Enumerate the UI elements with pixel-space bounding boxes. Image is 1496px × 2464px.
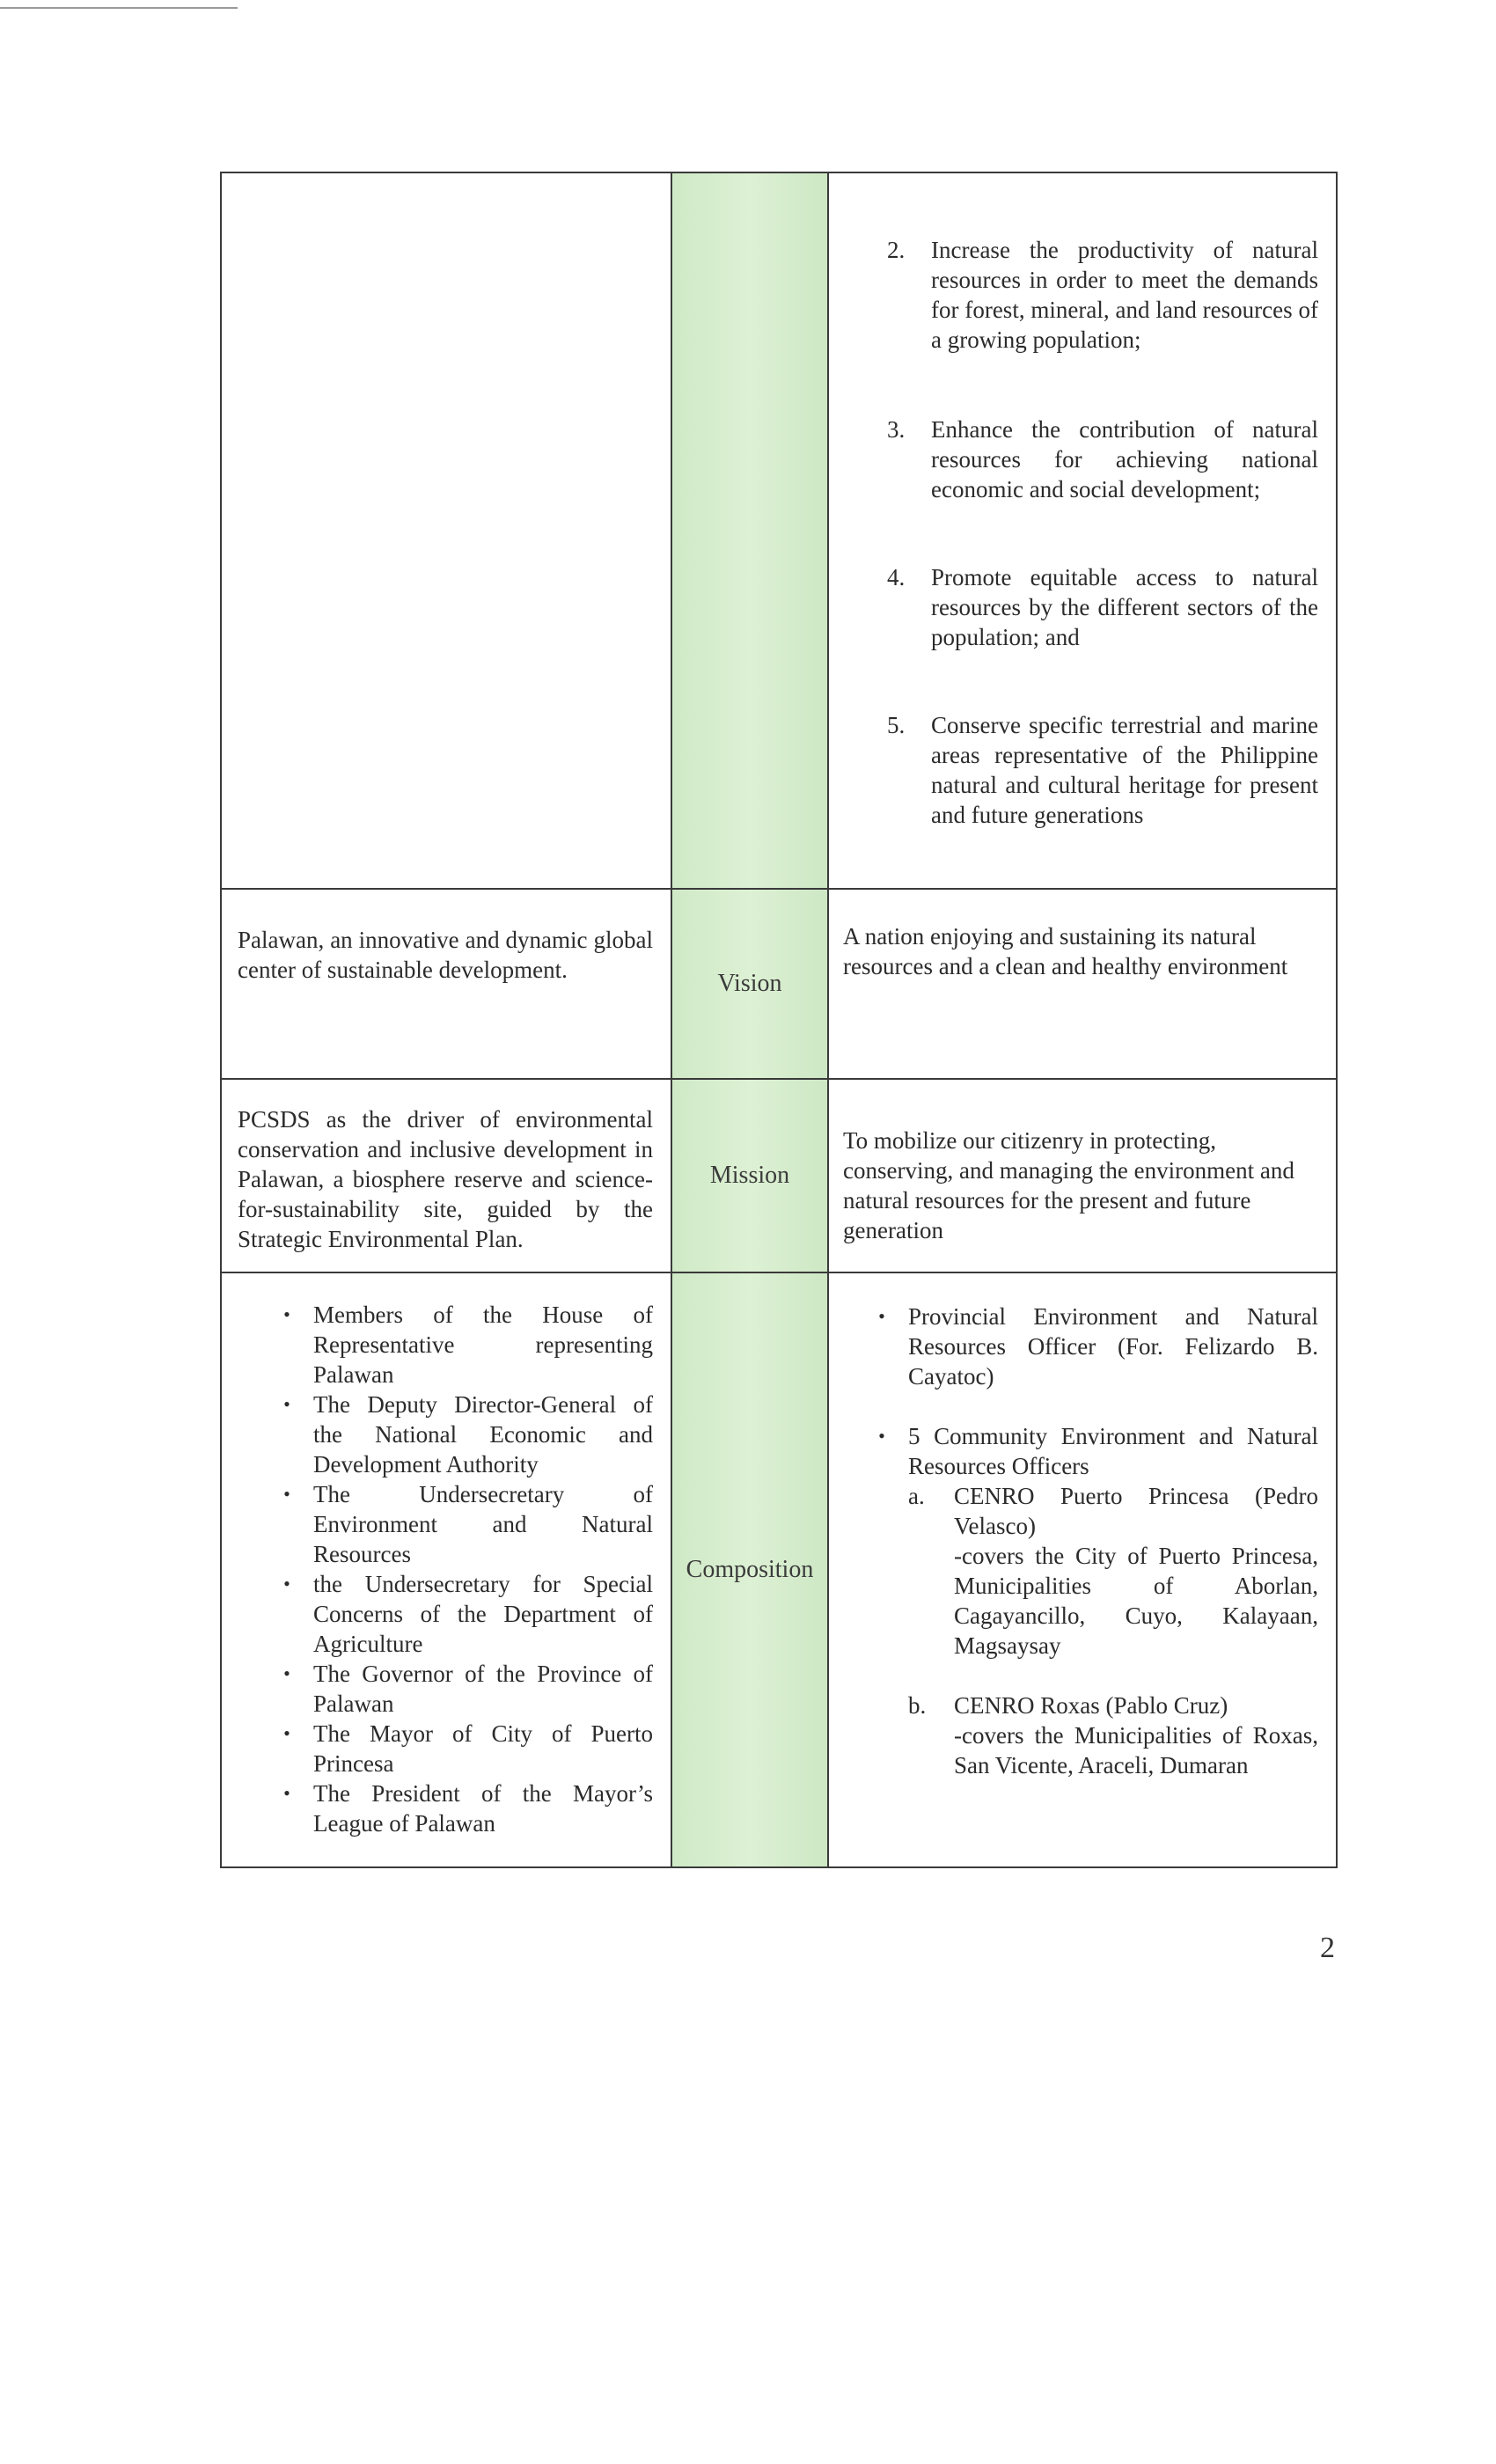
bullet-icon: • [878,1425,885,1447]
list-text: The Undersecretary of Environment and Natural Resources [313,1481,653,1567]
cenro-list [908,1481,1318,1780]
bullet-icon: • [283,1782,290,1804]
bullet-icon: • [283,1303,290,1325]
vision-denr-cell: A nation enjoying and sustaining its natural resources and a clean and healthy environment [843,923,1288,979]
cenro-coverage: -covers the Municipalities of Roxas, San Vicente, Araceli, Dumaran [954,1722,1318,1778]
list-text: 5 Community Environment and Natural Resources Officers [908,1423,1318,1479]
scan-artifact-line [0,7,238,9]
vision-pcsd-cell: Palawan, an innovative and dynamic global center of sustainable development. [238,927,653,983]
list-text: Enhance the contribution of natural resources for achieving national economic and social development; [931,416,1318,502]
composition-denr-cell [829,1273,1336,1866]
mission-row [220,1078,1338,1272]
cenro-coverage: -covers the City of Puerto Princesa, Municipalities of Aborlan, Cagayancillo, Cuyo, Kalayaan, Magsaysay [954,1543,1318,1659]
objectives-right-cell [829,173,1336,888]
bullet-icon: • [283,1483,290,1505]
objectives-row [220,172,1338,888]
page-number: 2 [1320,1932,1335,1964]
list-item [260,1778,653,1838]
cenro-text [954,1481,1318,1661]
list-text: Members of the House of Representative representing Palawan [313,1302,653,1388]
composition-pcsd-list [260,1300,653,1838]
list-letter: a. [908,1483,925,1509]
list-item [260,1569,653,1659]
list-item [887,562,1318,652]
list-item [260,1479,653,1569]
list-number: 3. [887,416,906,443]
list-item [887,414,1318,504]
objectives-list [843,235,1318,830]
list-text: The Mayor of City of Puerto Princesa [313,1720,653,1777]
list-text: The President of the Mayor’s League of Palawan [313,1780,653,1837]
bullet-icon: • [283,1393,290,1415]
list-item [260,1659,653,1719]
list-text: Conserve specific terrestrial and marine areas representative of the Philippine natural and cultural heritage for present and future generations [931,712,1318,828]
list-text: Promote equitable access to natural resources by the different sectors of the population; and [931,564,1318,650]
bullet-icon: • [878,1305,885,1327]
list-number: 2. [887,237,906,263]
list-text: Provincial Environment and Natural Resources Officer (For. Felizardo B. Cayatoc) [908,1303,1318,1390]
cenro-name: CENRO Puerto Princesa (Pedro Velasco) [954,1483,1318,1539]
list-item [855,1302,1318,1391]
bullet-icon: • [283,1662,290,1684]
list-item [260,1719,653,1778]
composition-pcsd-cell [222,1273,671,1866]
list-number: 5. [887,712,906,738]
list-text: Increase the productivity of natural resources in order to meet the demands for forest, mineral, and land resources of a growing population; [931,237,1318,353]
pcsd-denr-comparison-table [220,172,1338,1868]
composition-row [220,1272,1338,1868]
vision-label: Vision [671,890,829,1078]
list-item [855,1421,1318,1481]
list-text: The Governor of the Province of Palawan [313,1661,653,1717]
list-item [887,235,1318,355]
list-text: The Deputy Director-General of the National Economic and Development Authority [313,1391,653,1478]
list-item [260,1390,653,1479]
mission-pcsd-cell: PCSDS as the driver of environmental conservation and inclusive development in Palawan, a biosphere reserve and science-for-sustainability site, guided by the Strategic Environmental Plan. [238,1106,653,1252]
list-number: 4. [887,564,906,590]
cenro-item [908,1481,1318,1661]
cenro-text [954,1690,1318,1780]
list-text: the Undersecretary for Special Concerns of the Department of Agriculture [313,1571,653,1657]
objectives-left-empty-cell [222,173,671,888]
bullet-icon: • [283,1722,290,1744]
cenro-name: CENRO Roxas (Pablo Cruz) [954,1692,1228,1719]
mission-label: Mission [671,1080,829,1272]
vision-row [220,888,1338,1078]
bullet-icon: • [283,1573,290,1595]
list-item [260,1300,653,1390]
composition-denr-list [855,1302,1318,1481]
objectives-label-cell [671,173,829,888]
mission-denr-cell: To mobilize our citizenry in protecting, conserving, and managing the environment and natural resources for the present and future generation [843,1127,1294,1243]
list-letter: b. [908,1692,927,1719]
cenro-item [908,1690,1318,1780]
composition-label: Composition [671,1273,829,1866]
list-item [887,710,1318,830]
